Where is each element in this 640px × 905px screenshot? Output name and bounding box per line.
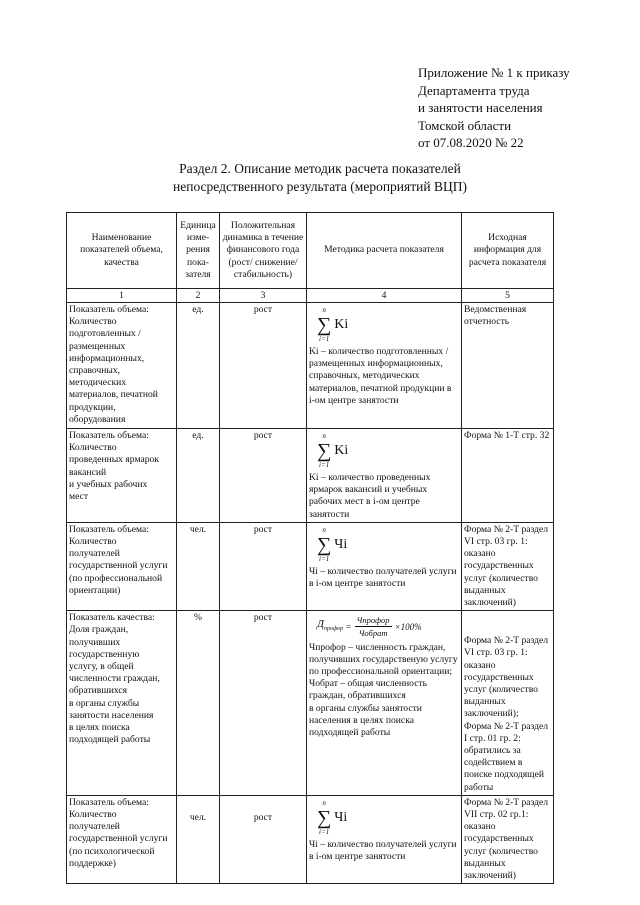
col-number: 5: [462, 289, 554, 303]
indicator-dynamic: рост: [220, 429, 307, 523]
indicator-name: Показатель объема: Количество получателей государственной услуги (по психологической поддержке): [67, 795, 177, 883]
formula-lhs: $Д_{профор}$: [317, 618, 344, 633]
indicator-dynamic: рост: [220, 303, 307, 429]
col-number: 3: [220, 289, 307, 303]
method-description: Ki – количество проведенных ярмарок вакансий и учебных рабочих мест в i-ом центре занятости: [309, 472, 431, 520]
indicator-unit: ед.: [177, 429, 220, 523]
col-number: 1: [67, 289, 177, 303]
formula-fraction: $\frac{\text{Чпрофор}}{\text{Чобрат}}$: [356, 615, 390, 639]
header-unit: Единица изме-рения пока-зателя: [177, 213, 220, 289]
indicator-unit: %: [177, 611, 220, 796]
sigma-symbol: n ∑ i=1: [317, 525, 332, 563]
appendix-line: Департамента труда: [418, 82, 530, 98]
sum-formula: [309, 430, 459, 472]
appendix-line: Томской области: [418, 117, 512, 133]
indicator-name: Показатель объема: Количество подготовленных / размещенных информационных, справочных, методических материалов, печатной продукции, оборудования: [67, 303, 177, 429]
header-name: Наименование показателей объема, качества: [67, 213, 177, 289]
sum-variable: Ki: [334, 442, 349, 458]
table-row: [67, 429, 554, 523]
method-description: Чi – количество получателей услуги в i-ом центре занятости: [309, 565, 457, 590]
indicator-name: Показатель объема: Количество проведенных ярмарок вакансий и учебных рабочих мест: [67, 429, 177, 523]
indicators-table: [66, 212, 554, 884]
header-dynamic: Положительная динамика в течение финансового года (рост/ снижение/ стабильность): [220, 213, 307, 289]
indicator-name: Показатель качества: Доля граждан, получивших государственную услугу, в общей численности граждан, обратившихся в органы службы занятости населения в целях поиска подходящей работы: [67, 611, 177, 796]
method-description: Ki – количество подготовленных / размещенных информационных, справочных, методических материалов, печатной продукции в i-ом центре занятости: [309, 346, 452, 406]
sigma-symbol: n ∑ i=1: [317, 432, 332, 469]
sum-variable: Чi: [334, 809, 348, 825]
indicator-method: [307, 795, 462, 883]
indicator-unit: чел.: [177, 522, 220, 610]
source-info: Форма № 1-Т стр. 32: [462, 429, 554, 523]
indicator-dynamic: рост: [220, 611, 307, 796]
source-info: Форма № 2-Т раздел VI стр. 03 гр. 1: оказано государственных услуг (количество выданных заключений); Форма № 2-Т раздел I стр. 01 гр. 2: обратились за содействием в поиске подходящей работы: [462, 611, 554, 796]
sum-variable: Ki: [334, 316, 349, 332]
section-title-line1: Раздел 2. Описание методик расчета показателей: [179, 161, 461, 176]
percentage-formula: $Д_{профор}$ = $\frac{\text{Чпрофор}}{\text{Чобрат}}$ ×100%: [317, 615, 422, 639]
method-description: Чпрофор – численность граждан, получивших государственую услугу по профессиональной ориентации; Чобрат – общая численность граждан, обратившихся в органы службы занятости населения в целях поиска подходящей работы: [309, 641, 458, 739]
header-method: Методика расчета показателя: [307, 213, 462, 289]
source-info: Ведомственная отчетность: [462, 303, 554, 429]
indicator-unit: ед.: [177, 303, 220, 429]
sigma-symbol: n ∑ i=1: [317, 798, 332, 836]
indicator-dynamic: рост: [220, 522, 307, 610]
method-description: Чi – количество получателей услуги в i-ом центре занятости: [309, 838, 457, 863]
sum-formula: [309, 797, 459, 839]
source-info: Форма № 2-Т раздел VII стр. 02 гр.1: оказано государственных услуг (количество выданных заключений): [462, 795, 554, 883]
indicator-method: [307, 429, 462, 523]
table-row: [67, 611, 554, 796]
indicator-method: [307, 611, 462, 796]
appendix-line: и занятости населения: [418, 100, 543, 115]
sum-formula: [309, 524, 459, 566]
indicator-method: [307, 522, 462, 610]
table-header-row: [67, 213, 554, 289]
table-row: [67, 303, 554, 429]
col-number: 4: [307, 289, 462, 303]
header-source: Исходная информация для расчета показателя: [462, 213, 554, 289]
section-title: [60, 160, 580, 196]
sigma-symbol: n ∑ i=1: [317, 306, 332, 343]
appendix-line: Приложение № 1 к приказу: [418, 65, 570, 80]
sum-variable: Чi: [334, 536, 348, 552]
appendix-block: [418, 64, 628, 152]
indicator-dynamic: рост: [220, 795, 307, 883]
table-row: [67, 522, 554, 610]
formula-multiplier: ×100%: [394, 621, 422, 632]
indicator-name: Показатель объема: Количество получателей государственной услуги (по профессиональной ориентации): [67, 522, 177, 610]
col-number: 2: [177, 289, 220, 303]
indicator-method: [307, 303, 462, 429]
table-row: [67, 795, 554, 883]
column-number-row: [67, 289, 554, 303]
source-info: Форма № 2-Т раздел VI стр. 03 гр. 1: оказано государственных услуг (количество выданных заключений): [462, 522, 554, 610]
indicator-unit: чел.: [177, 795, 220, 883]
appendix-line: от 07.08.2020 № 22: [418, 135, 524, 150]
sum-formula: [309, 304, 459, 346]
section-title-line2: непосредственного результата (мероприятий ВЦП): [173, 179, 467, 194]
